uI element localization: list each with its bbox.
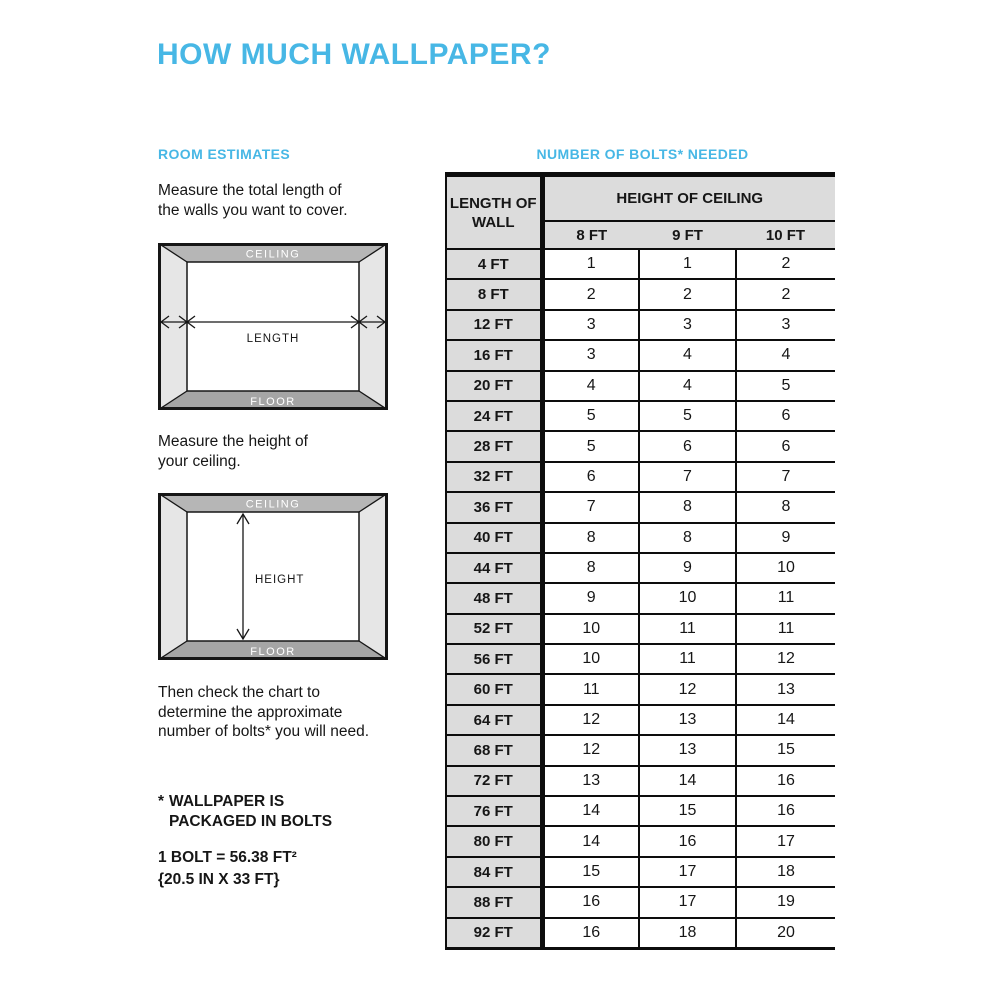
bolt-count-cell: 18: [736, 857, 835, 887]
bolt-count-cell: 9: [542, 583, 639, 613]
bolt-count-cell: 5: [736, 371, 835, 401]
bolt-count-cell: 17: [736, 826, 835, 856]
bolt-count-cell: 10: [542, 644, 639, 674]
bolt-count-cell: 14: [542, 796, 639, 826]
bolt-count-cell: 19: [736, 887, 835, 917]
bolt-count-cell: 11: [736, 614, 835, 644]
bolt-count-cell: 14: [542, 826, 639, 856]
left-wall: [158, 243, 187, 410]
page-title: HOW MUCH WALLPAPER?: [157, 38, 551, 71]
instruction-measure-length: [158, 181, 348, 220]
bolt-count-cell: 2: [639, 279, 736, 309]
table-row: [446, 492, 835, 522]
wall-length-cell: 40 FT: [446, 523, 542, 553]
instruction-line: Measure the height of: [158, 433, 308, 450]
ceiling-label: CEILING: [245, 248, 301, 261]
bolt-count-cell: 16: [542, 918, 639, 949]
bolts-footnote: [158, 792, 332, 831]
bolt-count-cell: 7: [542, 492, 639, 522]
wall-length-cell: 92 FT: [446, 918, 542, 949]
table-row: [446, 431, 835, 461]
asterisk: *: [158, 793, 165, 810]
bolt-count-cell: 16: [542, 887, 639, 917]
wall-length-cell: 4 FT: [446, 249, 542, 279]
bolts-table-container: [445, 172, 835, 950]
table-header-row: [446, 175, 835, 222]
table-row: [446, 279, 835, 309]
table-row: [446, 249, 835, 279]
bolt-count-cell: 1: [639, 249, 736, 279]
bolt-count-cell: 5: [542, 431, 639, 461]
bolt-count-cell: 10: [542, 614, 639, 644]
instruction-line: determine the approximate: [158, 703, 343, 721]
table-row: [446, 523, 835, 553]
bolt-count-cell: 13: [736, 674, 835, 704]
table-row: [446, 705, 835, 735]
table-row: [446, 340, 835, 370]
wall-length-cell: 32 FT: [446, 462, 542, 492]
bolt-count-cell: 13: [542, 766, 639, 796]
room-estimates-heading: ROOM ESTIMATES: [158, 146, 291, 162]
room-length-diagram: [158, 243, 388, 410]
height-label: HEIGHT: [255, 574, 305, 586]
instruction-line: number of bolts* you will need.: [158, 723, 370, 740]
wall-length-cell: 60 FT: [446, 674, 542, 704]
bolt-count-cell: 14: [736, 705, 835, 735]
wall-length-cell: 84 FT: [446, 857, 542, 887]
wall-length-cell: 56 FT: [446, 644, 542, 674]
footnote-line: WALLPAPER IS: [169, 793, 285, 810]
table-row: [446, 310, 835, 340]
column-header-10ft: 10 FT: [736, 221, 835, 249]
table-row: [446, 401, 835, 431]
bolt-count-cell: 3: [542, 340, 639, 370]
wall-length-cell: 72 FT: [446, 766, 542, 796]
wall-length-cell: 12 FT: [446, 310, 542, 340]
bolt-count-cell: 11: [542, 674, 639, 704]
bolt-count-cell: 13: [639, 735, 736, 765]
bolt-count-cell: 18: [639, 918, 736, 949]
bolt-count-cell: 4: [542, 371, 639, 401]
bolt-count-cell: 16: [639, 826, 736, 856]
table-row: [446, 857, 835, 887]
bolt-count-cell: 5: [639, 401, 736, 431]
wall-length-cell: 44 FT: [446, 553, 542, 583]
bolt-count-cell: 11: [736, 583, 835, 613]
bolt-count-cell: 2: [736, 249, 835, 279]
bolt-count-cell: 6: [639, 431, 736, 461]
bolt-count-cell: 7: [639, 462, 736, 492]
wall-length-cell: 16 FT: [446, 340, 542, 370]
wall-length-cell: 76 FT: [446, 796, 542, 826]
room-height-diagram: [158, 493, 388, 660]
bolt-count-cell: 3: [542, 310, 639, 340]
bolt-count-cell: 17: [639, 887, 736, 917]
left-wall: [158, 493, 187, 660]
floor-label: FLOOR: [250, 646, 296, 658]
wall-length-cell: 20 FT: [446, 371, 542, 401]
instruction-check-chart: [158, 683, 369, 742]
table-row: [446, 583, 835, 613]
bolt-count-cell: 11: [639, 644, 736, 674]
bolt-count-cell: 6: [542, 462, 639, 492]
bolt-count-cell: 16: [736, 796, 835, 826]
bolt-count-cell: 3: [736, 310, 835, 340]
bolt-count-cell: 8: [736, 492, 835, 522]
column-header-8ft: 8 FT: [542, 221, 639, 249]
bolt-count-cell: 13: [639, 705, 736, 735]
bolts-table: [445, 172, 835, 950]
table-row: [446, 735, 835, 765]
bolt-count-cell: 15: [542, 857, 639, 887]
table-row: [446, 371, 835, 401]
wall-length-cell: 36 FT: [446, 492, 542, 522]
length-of-wall-header: LENGTH OF WALL: [446, 175, 542, 250]
bolt-count-cell: 8: [639, 492, 736, 522]
bolt-count-cell: 2: [542, 279, 639, 309]
wall-length-cell: 68 FT: [446, 735, 542, 765]
length-label: LENGTH: [246, 333, 300, 345]
bolt-count-cell: 9: [736, 523, 835, 553]
bolt-count-cell: 8: [542, 523, 639, 553]
instruction-measure-height: [158, 432, 308, 471]
wall-length-cell: 48 FT: [446, 583, 542, 613]
wall-length-cell: 52 FT: [446, 614, 542, 644]
wall-length-cell: 24 FT: [446, 401, 542, 431]
bolt-count-cell: 15: [736, 735, 835, 765]
bolt-count-cell: 15: [639, 796, 736, 826]
bolt-count-cell: 8: [542, 553, 639, 583]
floor-label: FLOOR: [250, 396, 296, 408]
table-row: [446, 918, 835, 949]
right-wall: [359, 243, 388, 410]
bolt-count-cell: 1: [542, 249, 639, 279]
right-wall: [359, 493, 388, 660]
bolt-count-cell: 8: [639, 523, 736, 553]
column-header-9ft: 9 FT: [639, 221, 736, 249]
table-row: [446, 614, 835, 644]
bolts-needed-heading: NUMBER OF BOLTS* NEEDED: [536, 146, 749, 162]
table-row: [446, 796, 835, 826]
wall-length-cell: 8 FT: [446, 279, 542, 309]
bolt-size-note: [158, 847, 297, 891]
bolt-count-cell: 17: [639, 857, 736, 887]
bolt-count-cell: 12: [542, 735, 639, 765]
bolt-count-cell: 7: [736, 462, 835, 492]
bolt-count-cell: 20: [736, 918, 835, 949]
table-row: [446, 674, 835, 704]
wall-length-cell: 28 FT: [446, 431, 542, 461]
bolt-count-cell: 10: [639, 583, 736, 613]
wall-length-cell: 64 FT: [446, 705, 542, 735]
instruction-line: Measure the total length of: [158, 182, 342, 199]
instruction-line: the walls you want to cover.: [158, 201, 348, 219]
bolt-count-cell: 5: [542, 401, 639, 431]
bolt-count-cell: 14: [639, 766, 736, 796]
bolt-count-cell: 12: [639, 674, 736, 704]
bolt-count-cell: 11: [639, 614, 736, 644]
footnote-line: PACKAGED IN BOLTS: [169, 812, 333, 830]
table-row: [446, 826, 835, 856]
bolt-count-cell: 16: [736, 766, 835, 796]
instruction-line: your ceiling.: [158, 452, 241, 470]
bolt-count-cell: 4: [639, 340, 736, 370]
bolt-count-cell: 4: [639, 371, 736, 401]
table-row: [446, 644, 835, 674]
table-row: [446, 462, 835, 492]
bolt-count-cell: 12: [542, 705, 639, 735]
ceiling-label: CEILING: [245, 498, 301, 511]
table-row: [446, 766, 835, 796]
table-row: [446, 887, 835, 917]
bolt-size-line: 1 BOLT = 56.38 FT²: [158, 849, 297, 866]
wall-length-cell: 80 FT: [446, 826, 542, 856]
bolt-count-cell: 9: [639, 553, 736, 583]
table-row: [446, 553, 835, 583]
bolt-count-cell: 4: [736, 340, 835, 370]
back-wall: [187, 262, 359, 391]
bolt-count-cell: 2: [736, 279, 835, 309]
bolt-count-cell: 3: [639, 310, 736, 340]
height-of-ceiling-header: HEIGHT OF CEILING: [542, 175, 835, 222]
instruction-line: Then check the chart to: [158, 684, 320, 701]
bolt-count-cell: 12: [736, 644, 835, 674]
wall-length-cell: 88 FT: [446, 887, 542, 917]
bolt-count-cell: 6: [736, 431, 835, 461]
bolt-count-cell: 10: [736, 553, 835, 583]
bolt-size-line: {20.5 IN X 33 FT}: [158, 871, 280, 888]
bolt-count-cell: 6: [736, 401, 835, 431]
